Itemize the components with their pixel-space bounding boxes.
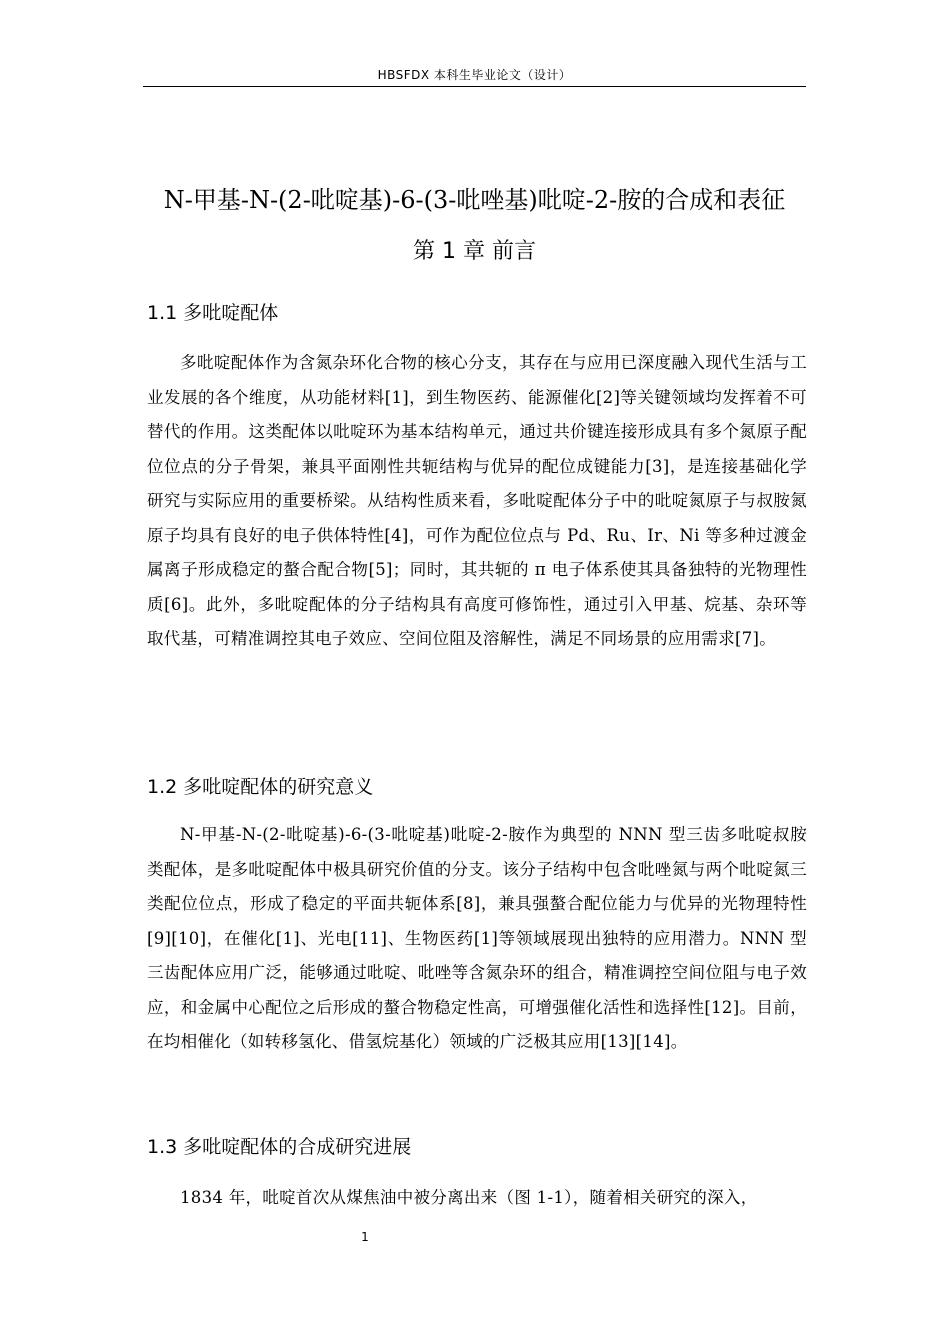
section-heading-1-3: 1.3 多吡啶配体的合成研究进展 <box>147 1136 412 1158</box>
page-header: HBSFDX 本科生毕业论文（设计） <box>377 68 572 82</box>
section-paragraph-1-3: 1834 年，吡啶首次从煤焦油中被分离出来（图 1-1），随着相关研究的深入， <box>180 1188 758 1207</box>
chapter-heading: 第 1 章 前言 <box>413 239 536 264</box>
section-paragraph-1-1: 多吡啶配体作为含氮杂环化合物的核心分支，其存在与应用已深度融入现代生活与工业发展的各个维度，从功能材料[1]，到生物医药、能源催化[2]等关键领域均发挥着不可替代的作用。这类配体以吡啶环为基本结构单元，通过共价键连接形成具有多个氮原子配位位点的分子骨架，兼具平面刚性共轭结构与优异的配位成键能力[3]，是连接基础化学研究与实际应用的重要桥梁。从结构性质来看，多吡啶配体分子中的吡啶氮原子与叔胺氮原子均具有良好的电子供体特性[4]，可作为配位位点与 Pd、Ru、Ir、Ni 等多种过渡金属离子形成稳定的螯合配合物[5]；同时，其共轭的 π 电子体系使其具备独特的光物理性质[6]。此外，多吡啶配体的分子结构具有高度可修饰性，通过引入甲基、烷基、杂环等取代基，可精准调控其电子效应、空间位阻及溶解性，满足不同场景的应用需求[7]。 <box>147 353 807 648</box>
thesis-title: N-甲基-N-(2-吡啶基)-6-(3-吡唑基)吡啶-2-胺的合成和表征 <box>163 186 786 214</box>
section-paragraph-1-2: N-甲基-N-(2-吡啶基)-6-(3-吡啶基)吡啶-2-胺作为典型的 NNN 型三齿多吡啶叔胺类配体，是多吡啶配体中极具研究价值的分支。该分子结构中包含吡唑氮与两个吡啶氮三类配位位点，形成了稳定的平面共轭体系[8]，兼具强螯合配位能力与优异的光物理特性[9][10]，在催化[1]、光电[11]、生物医药[1]等领域展现出独特的应用潜力。NNN 型三齿配体应用广泛，能够通过吡啶、吡唑等含氮杂环的组合，精准调控空间位阻与电子效应，和金属中心配位之后形成的螯合物稳定性高，可增强催化活性和选择性[12]。目前，在均相催化（如转移氢化、借氢烷基化）领域的广泛极其应用[13][14]。 <box>147 825 807 1051</box>
section-heading-1-1: 1.1 多吡啶配体 <box>147 302 279 324</box>
header-rule <box>143 86 806 87</box>
section-heading-1-2: 1.2 多吡啶配体的研究意义 <box>147 776 374 798</box>
page-number: 1 <box>361 1230 369 1244</box>
